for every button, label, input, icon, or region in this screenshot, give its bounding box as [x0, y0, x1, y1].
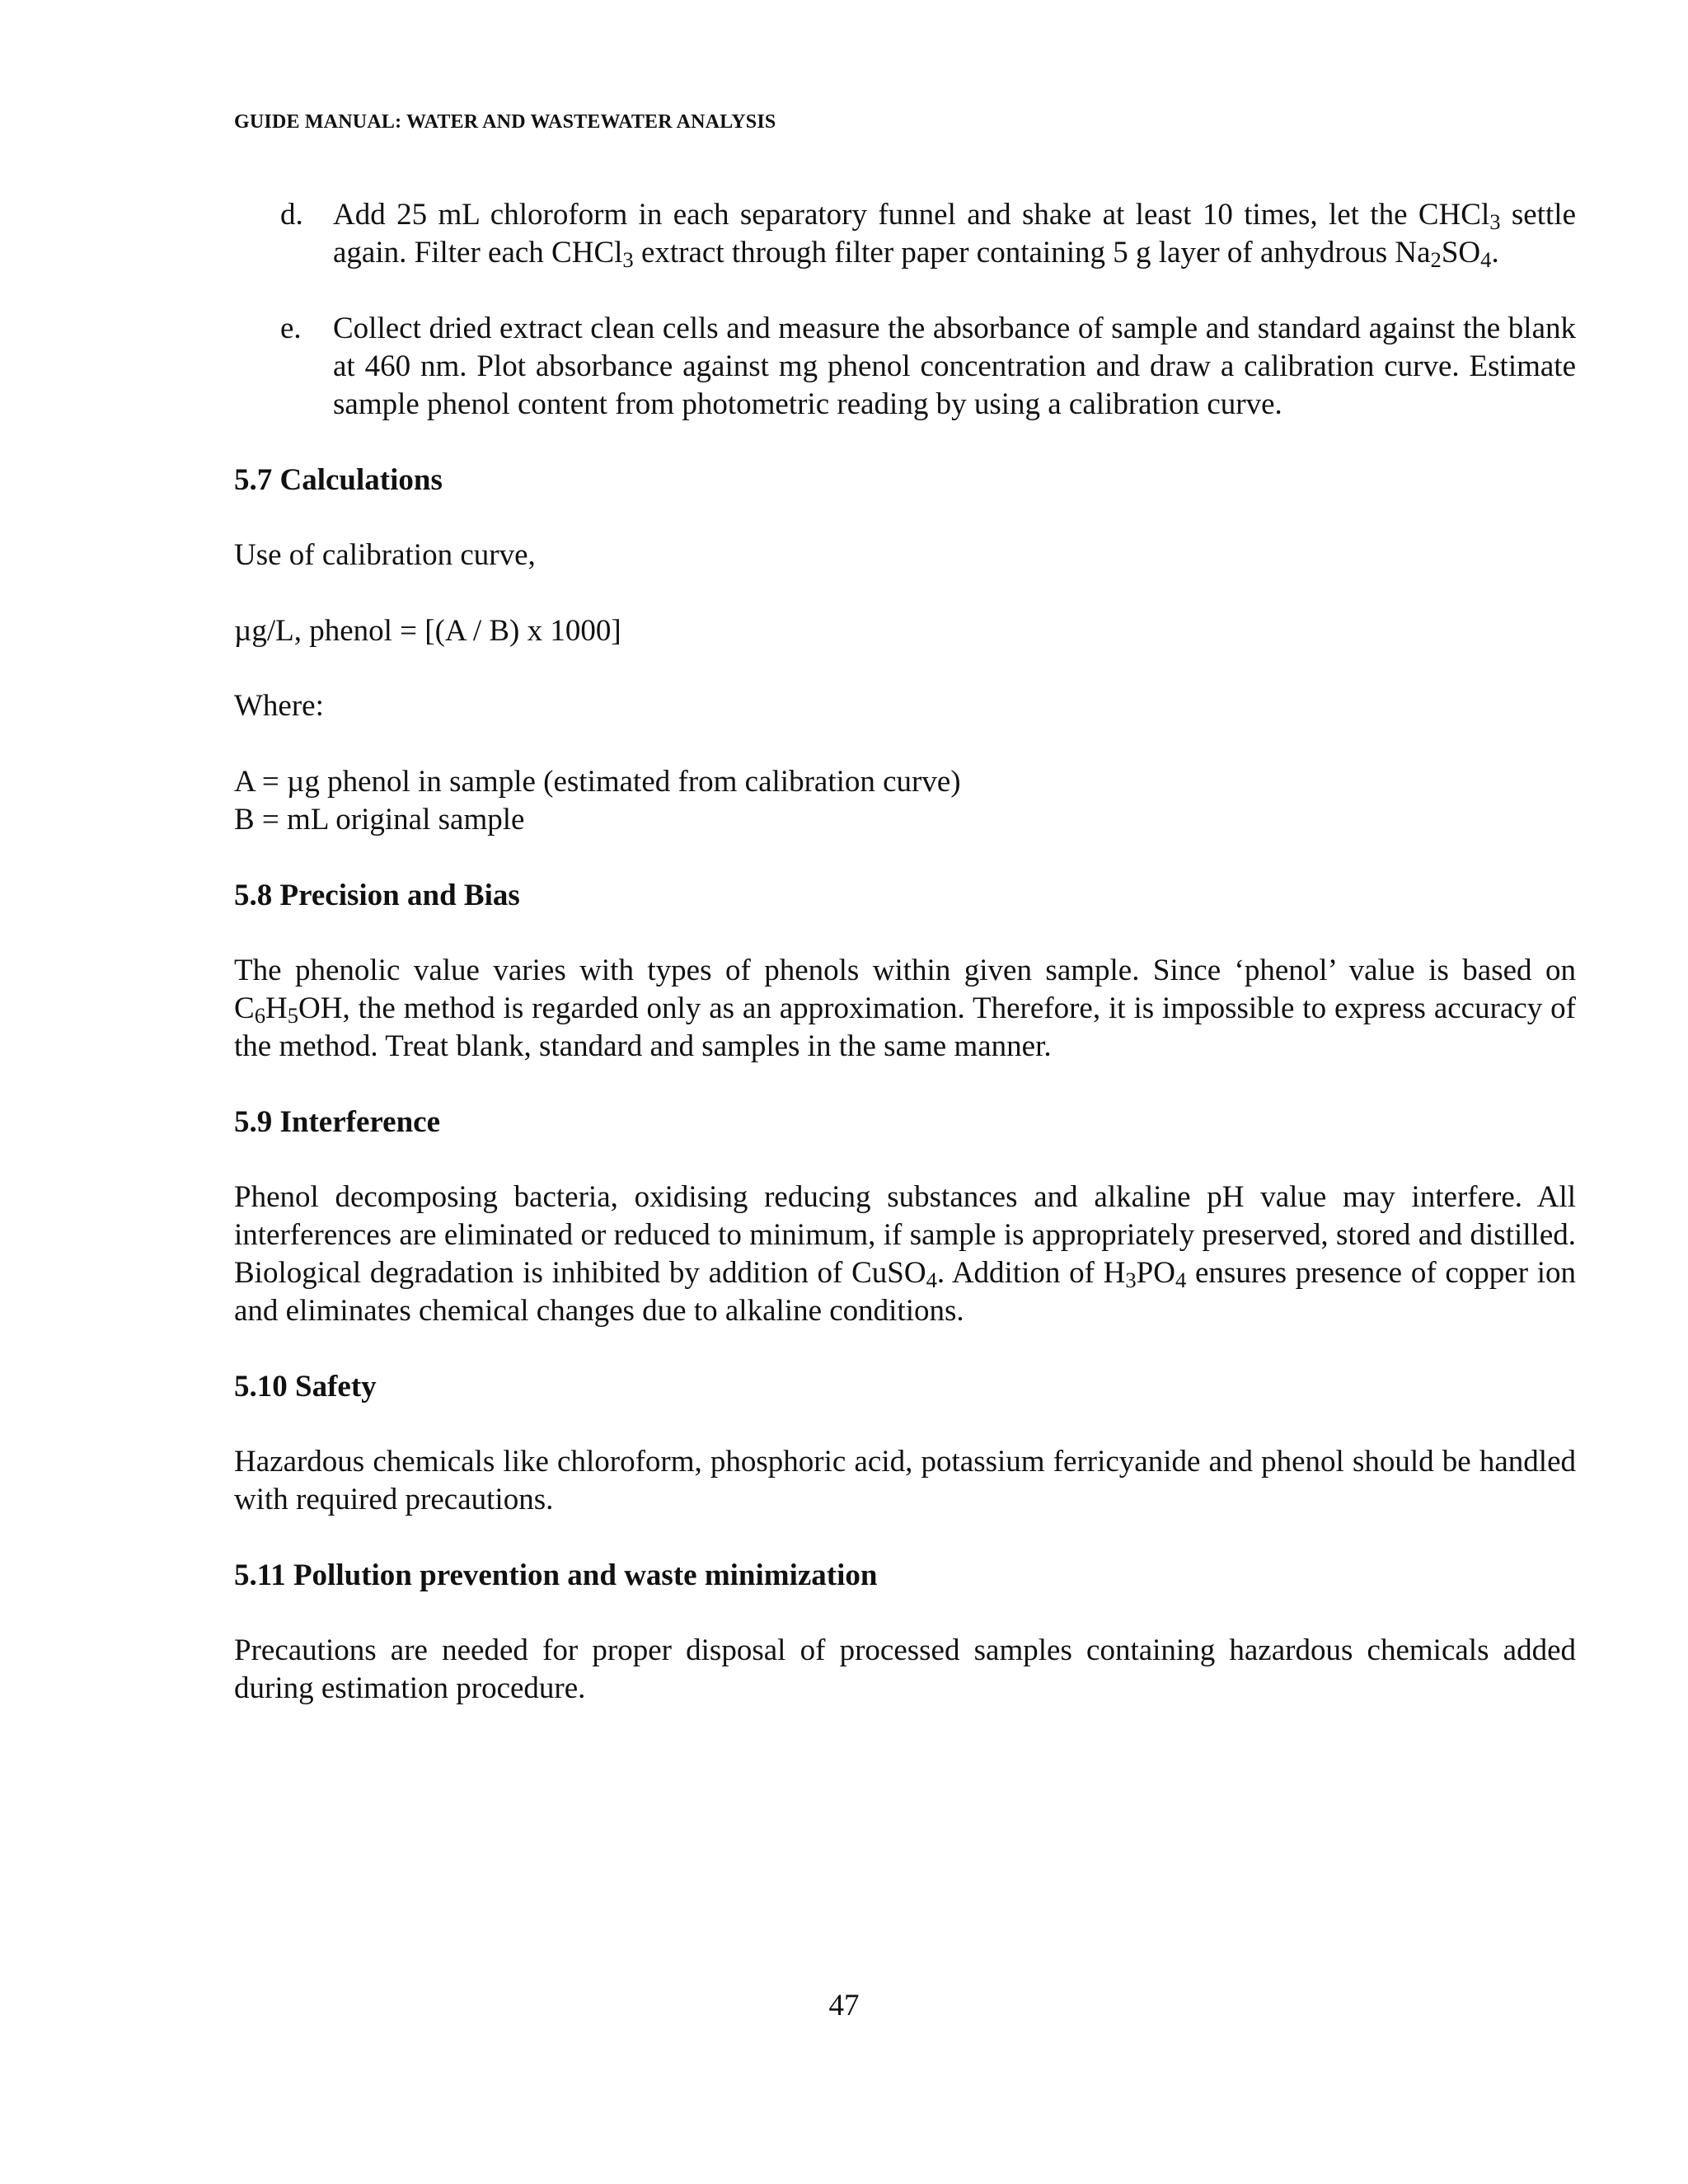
- procedure-step-e: [234, 310, 1576, 424]
- section-heading-pollution: 5.11 Pollution prevention and waste minimization: [234, 1558, 878, 1592]
- phenol-formula: µg/L, phenol = [(A / B) x 1000]: [234, 614, 621, 648]
- where-label: Where:: [234, 689, 324, 723]
- definition-b: B = mL original sample: [234, 803, 525, 837]
- precision-paragraph: The phenolic value varies with types of phenols within given sample. Since ‘phenol’ value is based on $C_6H_5OH$, the method is regarded only as an approximation. Therefore, it is impossible to express accuracy of the method. Treat blank, standard and samples in the same manner.: [234, 954, 1576, 1063]
- section-heading-calculations: 5.7 Calculations: [234, 463, 443, 497]
- definition-a: A = µg phenol in sample (estimated from calibration curve): [234, 765, 961, 799]
- pollution-paragraph: Precautions are needed for proper disposal of processed samples containing hazardous chemicals added during estimation procedure.: [234, 1633, 1576, 1705]
- interference-paragraph: Phenol decomposing bacteria, oxidising reducing substances and alkaline pH value may interfere. All interferences are eliminated or reduced to minimum, if sample is appropriately preserved, stored and distilled. Biological degradation is inhibited by addition of CuSO$_4$. Addition of $H_3PO_4$ ensures presence of copper ion and eliminates chemical changes due to alkaline conditions.: [234, 1180, 1577, 1328]
- step-marker: d.: [280, 198, 303, 232]
- safety-paragraph: Hazardous chemicals like chloroform, phosphoric acid, potassium ferricyanide and phenol should be handled with required precautions.: [234, 1445, 1576, 1516]
- variable-definitions: [234, 763, 1576, 839]
- step-text: Collect dried extract clean cells and measure the absorbance of sample and standard against the blank at 460 nm. Plot absorbance against mg phenol concentration and draw a calibration curve. Estimate sample phenol content from photometric reading by using a calibration curve.: [333, 312, 1576, 421]
- running-head: GUIDE MANUAL: WATER AND WASTEWATER ANALYSIS: [234, 111, 776, 133]
- section-heading-precision: 5.8 Precision and Bias: [234, 879, 520, 912]
- section-heading-interference: 5.9 Interference: [234, 1105, 440, 1139]
- calculation-intro: Use of calibration curve,: [234, 538, 536, 572]
- step-text: Add 25 mL chloroform in each separatory funnel and shake at least 10 times, let the CHCl$_3$ settle again. Filter each CHCl$_3$ extract through filter paper containing 5 g layer of anhydrous $Na_2SO_4$.: [333, 198, 1576, 272]
- page-number: 47: [828, 1989, 860, 2022]
- procedure-step-d: [234, 196, 1576, 272]
- section-heading-safety: 5.10 Safety: [234, 1370, 377, 1404]
- step-marker: e.: [280, 312, 302, 345]
